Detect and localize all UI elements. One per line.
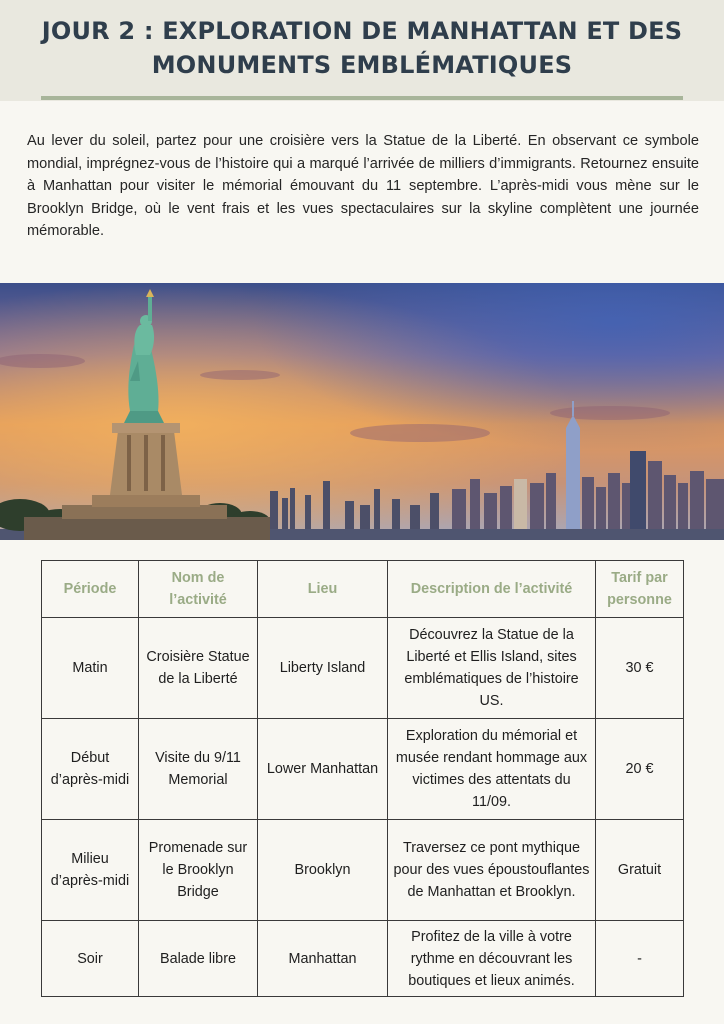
statue-of-liberty-skyline-photo: [0, 283, 724, 540]
cell-description: Exploration du mémorial et musée rendant hommage aux victimes des attentats du 11/09.: [388, 719, 596, 820]
cell-periode: Soir: [42, 921, 139, 997]
cell-lieu: Lower Manhattan: [258, 719, 388, 820]
header-lieu: Lieu: [258, 561, 388, 618]
cell-lieu: Manhattan: [258, 921, 388, 997]
header-periode: Période: [42, 561, 139, 618]
cell-tarif: Gratuit: [596, 820, 684, 921]
cell-lieu: Liberty Island: [258, 618, 388, 719]
cell-periode: Matin: [42, 618, 139, 719]
table-row: [42, 820, 684, 921]
header-nom-activite: Nom de l’activité: [139, 561, 258, 618]
cell-lieu: Brooklyn: [258, 820, 388, 921]
cell-activite: Balade libre: [139, 921, 258, 997]
table-row: [42, 921, 684, 997]
cell-activite: Visite du 9/11 Memorial: [139, 719, 258, 820]
cell-periode: Début d’après-midi: [42, 719, 139, 820]
title-banner: [0, 0, 724, 101]
table-header-row: [42, 561, 684, 618]
title-underline: [41, 96, 683, 100]
cell-activite: Promenade sur le Brooklyn Bridge: [139, 820, 258, 921]
cell-activite: Croisière Statue de la Liberté: [139, 618, 258, 719]
cell-tarif: -: [596, 921, 684, 997]
title-line-2: MONUMENTS EMBLÉMATIQUES: [151, 51, 573, 79]
page-title: [0, 14, 724, 82]
table-row: [42, 618, 684, 719]
cell-periode: Milieu d’après-midi: [42, 820, 139, 921]
cell-tarif: 30 €: [596, 618, 684, 719]
itinerary-table: [41, 560, 684, 997]
cell-description: Découvrez la Statue de la Liberté et Ellis Island, sites emblématiques de l’histoire US.: [388, 618, 596, 719]
header-description: Description de l’activité: [388, 561, 596, 618]
title-line-1: JOUR 2 : EXPLORATION DE MANHATTAN ET DES: [41, 17, 683, 45]
cell-tarif: 20 €: [596, 719, 684, 820]
header-tarif: Tarif par personne: [596, 561, 684, 618]
cell-description: Profitez de la ville à votre rythme en découvrant les boutiques et lieux animés.: [388, 921, 596, 997]
cell-description: Traversez ce pont mythique pour des vues époustouflantes de Manhattan et Brooklyn.: [388, 820, 596, 921]
table-row: [42, 719, 684, 820]
intro-paragraph: Au lever du soleil, partez pour une croisière vers la Statue de la Liberté. En observant ce symbole mondial, imprégnez-vous de l’histoire qui a marqué l’arrivée de milliers d’immigrants. Retournez ensuite à Manhattan pour visiter le mémorial émouvant du 11 septembre. L’après-midi vous mène sur le Brooklyn Bridge, où le vent frais et les vues spectaculaires sur la skyline complètent une journée mémorable.: [27, 133, 699, 240]
